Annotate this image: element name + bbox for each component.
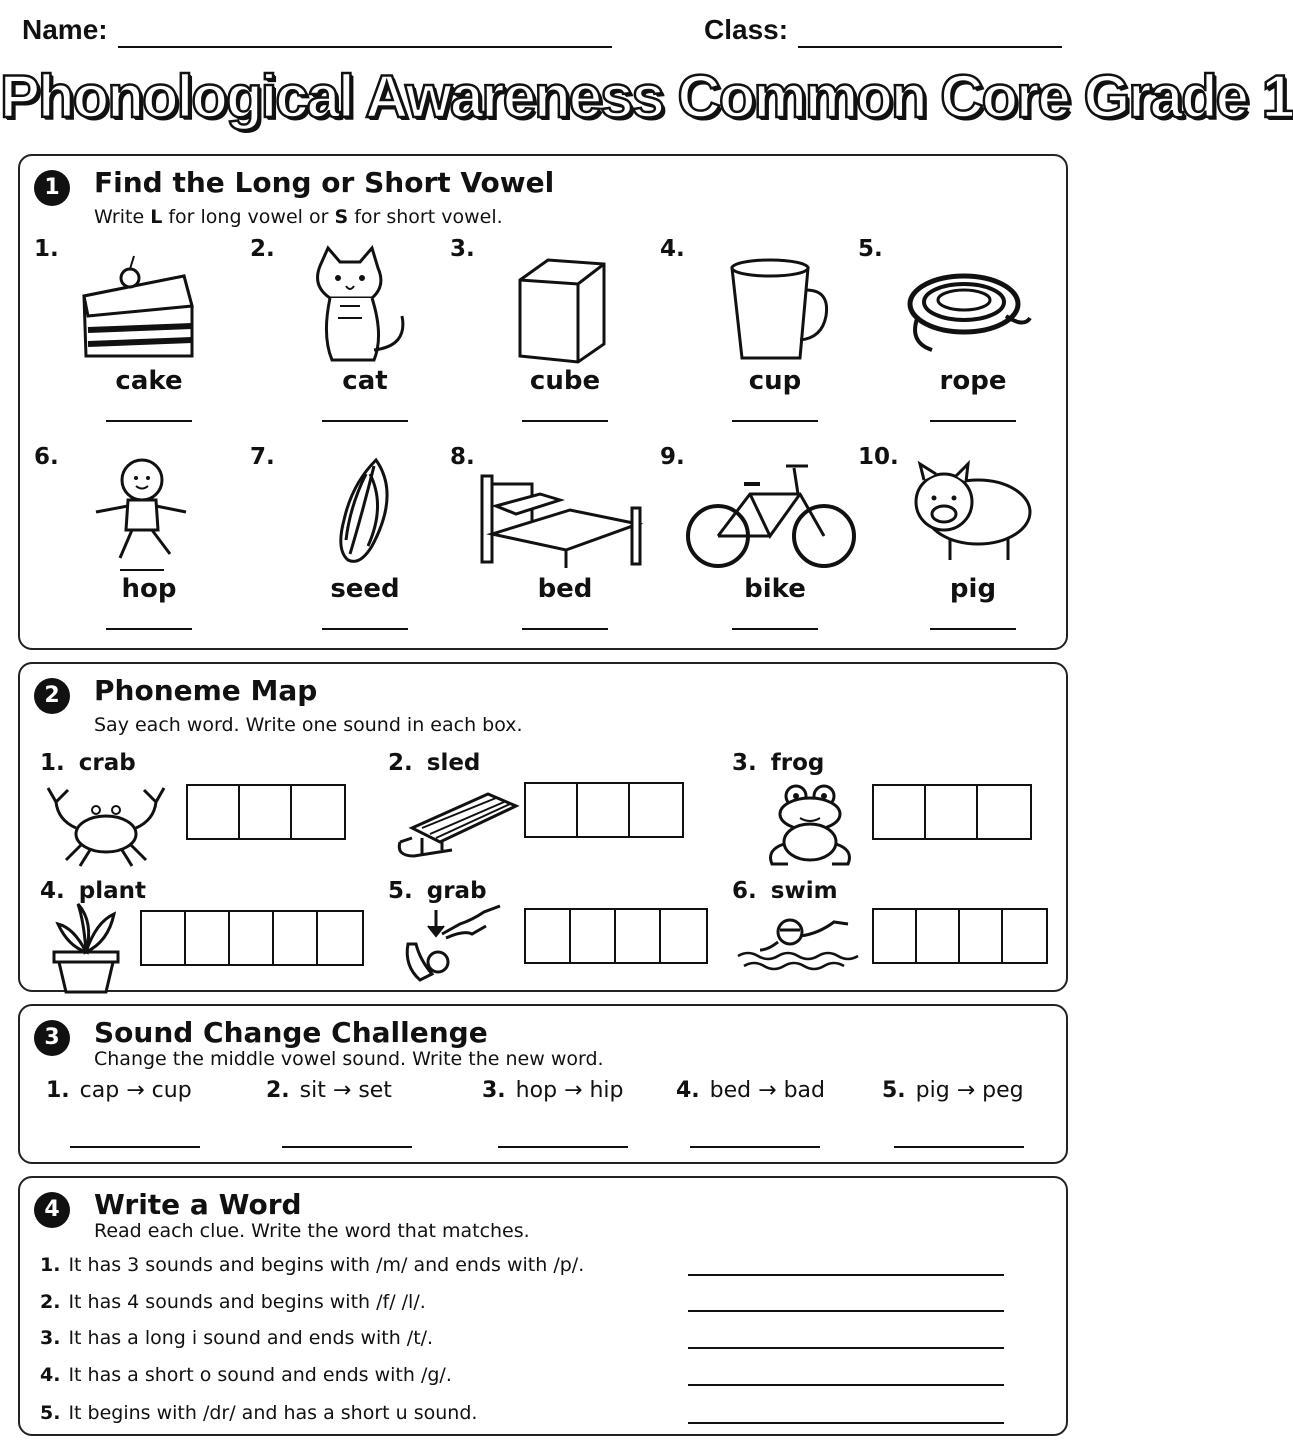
cube-icon bbox=[490, 246, 620, 364]
page-title: Phonological Awareness Common Core Grade 1 bbox=[0, 63, 1293, 130]
item-word: cat bbox=[342, 366, 388, 396]
section-long-short-vowel bbox=[18, 154, 1068, 650]
seed-icon bbox=[290, 454, 420, 572]
item-word: cup bbox=[748, 366, 802, 396]
section-title: Find the Long or Short Vowel bbox=[94, 166, 555, 199]
vowel-item-cup bbox=[660, 236, 860, 436]
vowel-item-pig bbox=[858, 444, 1058, 644]
phoneme-label: 4. plant bbox=[40, 878, 146, 904]
grabbing-hand-icon bbox=[402, 904, 522, 994]
section-subtitle: Change the middle vowel sound. Write the new word. bbox=[94, 1048, 604, 1070]
answer-blank[interactable] bbox=[106, 420, 192, 422]
answer-line[interactable] bbox=[688, 1274, 1004, 1276]
name-label: Name: bbox=[22, 14, 108, 45]
item-number: 2. bbox=[250, 236, 275, 262]
item-number: 5. bbox=[858, 236, 883, 262]
pig-icon bbox=[898, 454, 1028, 572]
bed-icon bbox=[490, 454, 620, 572]
sound-boxes[interactable] bbox=[186, 784, 346, 840]
item-number: 3. bbox=[450, 236, 475, 262]
sound-change-item: 1. cap → cup bbox=[46, 1078, 192, 1103]
sound-boxes[interactable] bbox=[524, 908, 708, 964]
vowel-item-hop bbox=[34, 444, 234, 644]
answer-line[interactable] bbox=[688, 1310, 1004, 1312]
section-phoneme-map bbox=[18, 662, 1068, 992]
section-badge: 4 bbox=[34, 1192, 70, 1228]
answer-blank[interactable] bbox=[894, 1146, 1024, 1148]
answer-blank[interactable] bbox=[322, 628, 408, 630]
sound-boxes[interactable] bbox=[524, 782, 684, 838]
clue-item: 4. It has a short o sound and ends with /g/. bbox=[40, 1364, 452, 1386]
sound-change-item: 5. pig → peg bbox=[882, 1078, 1024, 1103]
answer-blank[interactable] bbox=[70, 1146, 200, 1148]
vowel-item-cube bbox=[450, 236, 650, 436]
answer-blank[interactable] bbox=[522, 628, 608, 630]
answer-blank[interactable] bbox=[930, 628, 1016, 630]
section-sound-change bbox=[18, 1004, 1068, 1164]
answer-blank[interactable] bbox=[322, 420, 408, 422]
answer-blank[interactable] bbox=[690, 1146, 820, 1148]
class-label: Class: bbox=[704, 14, 789, 45]
sound-boxes[interactable] bbox=[872, 784, 1032, 840]
clue-item: 1. It has 3 sounds and begins with /m/ and ends with /p/. bbox=[40, 1254, 585, 1276]
phoneme-label: 1. crab bbox=[40, 750, 136, 776]
item-number: 9. bbox=[660, 444, 685, 470]
hopping-boy-icon bbox=[74, 454, 204, 572]
clue-item: 5. It begins with /dr/ and has a short u sound. bbox=[40, 1402, 478, 1424]
phoneme-label: 5. grab bbox=[388, 878, 487, 904]
class-line[interactable] bbox=[798, 46, 1062, 48]
cup-icon bbox=[700, 246, 830, 364]
phoneme-label: 2. sled bbox=[388, 750, 481, 776]
item-number: 4. bbox=[660, 236, 685, 262]
item-number: 10. bbox=[858, 444, 899, 470]
cat-icon bbox=[290, 246, 420, 364]
swimmer-icon bbox=[738, 908, 858, 998]
sled-icon bbox=[392, 780, 512, 870]
item-number: 6. bbox=[34, 444, 59, 470]
name-line[interactable] bbox=[118, 46, 612, 48]
section-badge: 1 bbox=[34, 170, 70, 206]
cake-icon bbox=[74, 246, 204, 364]
vowel-item-bed bbox=[450, 444, 650, 644]
item-word: pig bbox=[949, 574, 997, 604]
vowel-item-bike bbox=[660, 444, 860, 644]
crab-icon bbox=[46, 780, 166, 870]
item-word: bike bbox=[744, 574, 806, 604]
answer-blank[interactable] bbox=[930, 420, 1016, 422]
answer-blank[interactable] bbox=[522, 420, 608, 422]
item-word: seed bbox=[330, 574, 400, 604]
frog-icon bbox=[752, 780, 872, 870]
answer-blank[interactable] bbox=[498, 1146, 628, 1148]
section-title: Phoneme Map bbox=[94, 674, 318, 707]
item-word: cake bbox=[115, 366, 183, 396]
item-number: 7. bbox=[250, 444, 275, 470]
answer-blank[interactable] bbox=[732, 420, 818, 422]
section-title: Write a Word bbox=[94, 1188, 302, 1221]
section-subtitle: Read each clue. Write the word that matches. bbox=[94, 1220, 530, 1242]
answer-blank[interactable] bbox=[732, 628, 818, 630]
clue-item: 2. It has 4 sounds and begins with /f/ /l/. bbox=[40, 1291, 426, 1313]
vowel-item-seed bbox=[250, 444, 450, 644]
item-word: cube bbox=[529, 366, 601, 396]
section-subtitle: Say each word. Write one sound in each box. bbox=[94, 714, 523, 736]
answer-line[interactable] bbox=[688, 1347, 1004, 1349]
item-word: rope bbox=[939, 366, 1007, 396]
sound-change-item: 3. hop → hip bbox=[482, 1078, 624, 1103]
vowel-item-rope bbox=[858, 236, 1058, 436]
phoneme-label: 3. frog bbox=[732, 750, 825, 776]
section-badge: 2 bbox=[34, 678, 70, 714]
section-subtitle: Write L for long vowel or S for short vowel. bbox=[94, 206, 503, 228]
item-word: hop bbox=[121, 574, 177, 604]
answer-line[interactable] bbox=[688, 1384, 1004, 1386]
sound-boxes[interactable] bbox=[872, 908, 1048, 964]
rope-icon bbox=[898, 246, 1028, 364]
item-number: 1. bbox=[34, 236, 59, 262]
phoneme-label: 6. swim bbox=[732, 878, 838, 904]
section-write-a-word bbox=[18, 1176, 1068, 1436]
section-title: Sound Change Challenge bbox=[94, 1016, 488, 1049]
vowel-item-cake bbox=[34, 236, 234, 436]
bike-icon bbox=[700, 454, 830, 572]
item-number: 8. bbox=[450, 444, 475, 470]
clue-item: 3. It has a long i sound and ends with /t/. bbox=[40, 1327, 434, 1349]
sound-change-item: 2. sit → set bbox=[266, 1078, 392, 1103]
sound-boxes[interactable] bbox=[140, 910, 364, 966]
section-badge: 3 bbox=[34, 1020, 70, 1056]
sound-change-item: 4. bed → bad bbox=[676, 1078, 825, 1103]
answer-blank[interactable] bbox=[282, 1146, 412, 1148]
vowel-item-cat bbox=[250, 236, 450, 436]
answer-line[interactable] bbox=[688, 1422, 1004, 1424]
answer-blank[interactable] bbox=[106, 628, 192, 630]
item-word: bed bbox=[537, 574, 593, 604]
